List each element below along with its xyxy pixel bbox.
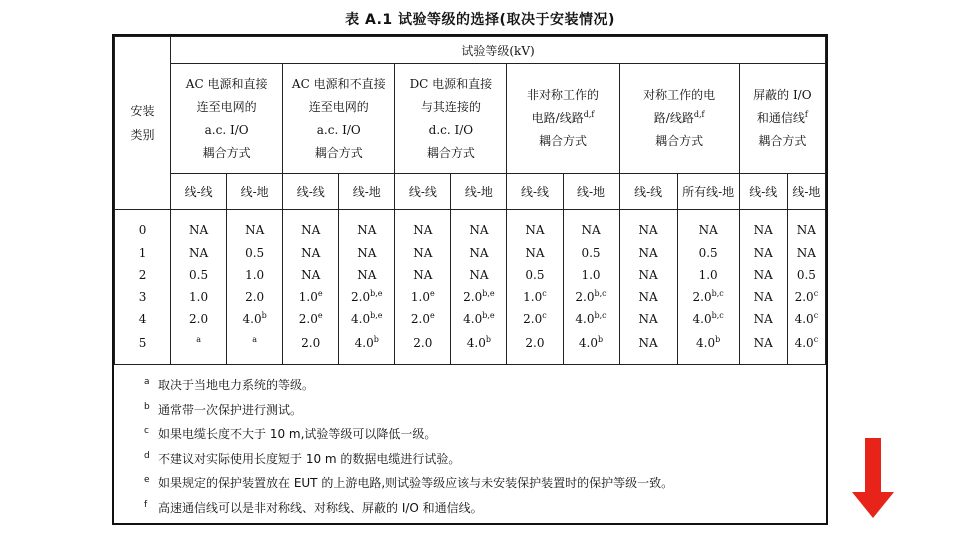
test-level-value: 4.0 [696, 336, 716, 350]
test-level-value: NA [796, 246, 816, 260]
coupling-subheader: 线-线 [395, 174, 451, 210]
test-level-cell [451, 264, 507, 286]
test-level-cell [619, 264, 677, 286]
footnote-ref: b [261, 311, 267, 320]
test-level-value: NA [796, 223, 816, 237]
test-level-value: NA [245, 223, 265, 237]
footnote-ref: b [373, 335, 379, 344]
coupling-group-line: 耦合方式 [314, 145, 363, 160]
coupling-group-line: 耦合方式 [426, 145, 475, 160]
test-level-value: 2.0 [575, 290, 595, 304]
test-level-value: 2.0 [463, 290, 483, 304]
test-level-value: 4.0 [463, 312, 483, 326]
coupling-group-line: AC 电源和不直接 [291, 76, 386, 91]
test-level-cell [507, 308, 563, 330]
test-level-value: 0.5 [189, 268, 209, 282]
test-level-cell [171, 210, 227, 243]
footnote-text: 高速通信线可以是非对称线、对称线、屏蔽的 I/O 和通信线。 [158, 500, 483, 515]
footnote-item [144, 447, 826, 472]
footnote-ref: a [196, 335, 201, 344]
test-level-value: NA [753, 246, 773, 260]
test-level-value: NA [189, 223, 209, 237]
footnote-text: 不建议对实际使用长度短于 10 m 的数据电缆进行试验。 [158, 451, 461, 466]
test-level-cell [227, 330, 283, 365]
install-class-cell: 5 [115, 330, 171, 365]
test-level-cell [563, 210, 619, 243]
coupling-group-header [619, 64, 739, 174]
footnote-ref: c [813, 289, 819, 298]
down-arrow-icon [852, 438, 894, 518]
test-level-cell [787, 308, 825, 330]
test-level-value: 0.5 [525, 268, 545, 282]
footnote-ref: a [252, 335, 258, 344]
coupling-group-line: 连至电网的 [196, 99, 257, 114]
test-level-value: 1.0 [298, 290, 318, 304]
coupling-subheader: 线-地 [451, 174, 507, 210]
test-level-value: 4.0 [692, 312, 712, 326]
test-level-cell [677, 330, 739, 365]
test-level-value: NA [301, 268, 321, 282]
test-level-cell [451, 330, 507, 365]
test-level-value: NA [469, 246, 489, 260]
footnote-item [144, 496, 826, 521]
footnote-ref: e [317, 289, 323, 298]
coupling-group-line: 电路/线路$^{d,f}$ [531, 110, 595, 125]
test-level-cell [677, 286, 739, 308]
test-level-value: NA [357, 268, 377, 282]
test-level-value: NA [469, 268, 489, 282]
footnote-text: 如果规定的保护装置放在 EUT 的上游电路,则试验等级应该与未安装保护装置时的保护等级一致。 [158, 476, 674, 490]
test-level-cell [339, 286, 395, 308]
table-row [115, 330, 826, 365]
test-level-grid [114, 36, 826, 365]
install-class-cell: 4 [115, 308, 171, 330]
footnote-text: 如果电缆长度不大于 10 m,试验等级可以降低一级。 [158, 427, 437, 441]
test-level-cell [339, 242, 395, 264]
test-level-cell [451, 286, 507, 308]
footnote-ref: f [804, 110, 808, 119]
footnote-ref: d,f [693, 110, 705, 119]
table-row [115, 210, 826, 243]
test-level-cell [619, 286, 677, 308]
test-level-value: NA [301, 223, 321, 237]
test-level-value: 2.0 [525, 336, 545, 350]
test-level-value: 2.0 [794, 290, 814, 304]
test-level-cell [739, 264, 787, 286]
footnote-item [144, 422, 826, 447]
coupling-group-line: 耦合方式 [655, 134, 704, 148]
footnote-item [144, 471, 826, 496]
test-level-value: 4.0 [466, 336, 486, 350]
coupling-group-line: 耦合方式 [202, 145, 251, 160]
test-level-value: 2.0 [301, 336, 321, 350]
coupling-group-line: 耦合方式 [538, 134, 587, 148]
test-level-cell [283, 308, 339, 330]
test-level-value: 4.0 [794, 336, 814, 350]
test-level-value: 2.0 [692, 290, 712, 304]
coupling-group-header [507, 64, 619, 174]
install-class-cell: 2 [115, 264, 171, 286]
test-level-value: 2.0 [413, 336, 433, 350]
test-level-value: NA [301, 246, 321, 260]
footnote-ref: e [430, 311, 435, 320]
test-level-value: 4.0 [578, 336, 599, 350]
test-level-value: NA [189, 246, 209, 260]
coupling-group-line: 路/线路$^{d,f}$ [653, 110, 705, 125]
test-level-cell [227, 264, 283, 286]
test-level-cell [395, 264, 451, 286]
table-row [115, 242, 826, 264]
coupling-group-line: 对称工作的电 [643, 88, 716, 102]
install-class-cell: 3 [115, 286, 171, 308]
coupling-subheader: 线-线 [739, 174, 787, 210]
footnote-ref: c [813, 335, 819, 344]
coupling-group-line: d.c. I/O [428, 122, 474, 137]
footnote-text: 取决于当地电力系统的等级。 [158, 378, 315, 392]
test-level-cell [227, 242, 283, 264]
test-level-cell [283, 330, 339, 365]
footnote-ref: b,c [594, 311, 607, 320]
footnote-mark: e [144, 475, 150, 485]
coupling-group-header [283, 64, 395, 174]
footnote-mark: f [144, 499, 148, 510]
test-level-cell [739, 242, 787, 264]
test-level-value: NA [638, 312, 658, 326]
coupling-subheader: 线-地 [227, 174, 283, 210]
test-level-value: 4.0 [242, 312, 262, 326]
test-level-value: NA [638, 246, 658, 260]
coupling-group-header [739, 64, 825, 174]
test-level-cell [563, 264, 619, 286]
test-level-cell [677, 210, 739, 243]
test-level-value: NA [753, 312, 773, 326]
footnote-ref: d,f [583, 110, 595, 119]
test-level-value: NA [638, 268, 658, 282]
coupling-subheader: 线-线 [283, 174, 339, 210]
test-level-cell [507, 210, 563, 243]
coupling-group-header [395, 64, 507, 174]
test-level-value: 0.5 [581, 246, 601, 260]
test-level-cell [787, 210, 825, 243]
coupling-subheader: 线-线 [171, 174, 227, 210]
test-level-cell [395, 210, 451, 243]
test-level-value: 2.0 [245, 290, 265, 304]
test-level-value: 1.0 [189, 290, 209, 304]
test-level-cell [563, 308, 619, 330]
test-level-cell [787, 242, 825, 264]
test-level-cell [739, 210, 787, 243]
test-level-cell [339, 264, 395, 286]
test-level-cell [171, 242, 227, 264]
coupling-group-line: 耦合方式 [758, 134, 807, 148]
footnote-item [144, 398, 826, 423]
footnote-ref: b,e [482, 311, 495, 320]
test-level-cell [787, 264, 825, 286]
coupling-group-line: 和通信线$^f$ [756, 110, 808, 125]
test-level-cell [171, 264, 227, 286]
install-class-cell: 0 [115, 210, 171, 243]
install-class-label-line: 类别 [130, 128, 155, 142]
footnote-ref: b [598, 335, 604, 344]
test-level-cell [227, 210, 283, 243]
test-level-value: NA [753, 336, 773, 350]
test-level-value: 1.0 [581, 268, 601, 282]
test-level-cell [283, 286, 339, 308]
test-level-value: 4.0 [351, 312, 371, 326]
footnote-ref: c [542, 311, 547, 320]
test-level-cell [619, 330, 677, 365]
table-row [115, 308, 826, 330]
test-level-value: 4.0 [794, 312, 814, 326]
coupling-group-line: AC 电源和直接 [185, 76, 268, 91]
test-level-cell [451, 210, 507, 243]
test-level-value: 4.0 [575, 312, 595, 326]
footnote-ref: b [715, 335, 721, 344]
footnotes [114, 365, 826, 520]
test-level-cell [395, 242, 451, 264]
coupling-subheader: 线-线 [507, 174, 563, 210]
footnote-mark: b [144, 401, 150, 412]
test-level-table [112, 34, 828, 525]
test-level-value: 1.0 [410, 290, 431, 304]
install-class-cell: 1 [115, 242, 171, 264]
test-level-value: 4.0 [354, 336, 374, 350]
test-level-cell [787, 286, 825, 308]
table-row [115, 286, 826, 308]
coupling-subheader: 线-线 [619, 174, 677, 210]
test-level-cell [507, 264, 563, 286]
coupling-subheader: 线-地 [339, 174, 395, 210]
test-level-cell [677, 264, 739, 286]
test-level-value: NA [753, 290, 773, 304]
test-level-cell [395, 308, 451, 330]
test-level-cell [171, 308, 227, 330]
coupling-group-line: 非对称工作的 [526, 88, 599, 102]
test-level-cell [451, 242, 507, 264]
test-level-value: NA [357, 223, 377, 237]
test-level-value: 1.0 [245, 268, 265, 282]
test-level-value: NA [638, 290, 658, 304]
test-level-cell [619, 210, 677, 243]
coupling-group-line: 与其连接的 [420, 99, 481, 114]
test-level-cell [171, 286, 227, 308]
test-level-value: 1.0 [698, 268, 718, 282]
table-row [115, 264, 826, 286]
footnote-text: 通常带一次保护进行测试。 [158, 402, 303, 417]
test-level-cell [787, 330, 825, 365]
test-level-value: NA [698, 223, 718, 237]
test-level-cell [339, 330, 395, 365]
test-level-cell [507, 330, 563, 365]
coupling-subheader: 所有线-地 [677, 174, 739, 210]
test-level-value: NA [525, 223, 545, 237]
test-level-cell [171, 330, 227, 365]
test-level-value: NA [581, 223, 601, 237]
test-level-cell [339, 210, 395, 243]
footnote-ref: b,c [711, 311, 724, 320]
test-level-value: NA [469, 223, 489, 237]
coupling-group-line: 连至电网的 [308, 99, 369, 114]
footnote-ref: c [542, 289, 547, 298]
test-level-header: 试验等级(kV) [171, 37, 826, 64]
test-level-cell [619, 308, 677, 330]
test-level-value: NA [638, 223, 658, 237]
footnote-ref: b,e [370, 289, 383, 298]
test-level-cell [739, 330, 787, 365]
test-level-value: 0.5 [698, 246, 718, 260]
footnote-ref: c [813, 311, 819, 320]
test-level-cell [395, 330, 451, 365]
test-level-value: NA [753, 223, 773, 237]
test-level-value: 2.0 [523, 312, 543, 326]
test-level-cell [283, 210, 339, 243]
footnote-ref: b [485, 335, 492, 344]
footnote-mark: a [144, 377, 150, 387]
test-level-value: 2.0 [298, 312, 318, 326]
test-level-value: NA [357, 246, 377, 260]
test-level-cell [451, 308, 507, 330]
test-level-cell [283, 242, 339, 264]
coupling-group-line: a.c. I/O [204, 122, 249, 137]
test-level-cell [619, 242, 677, 264]
footnote-ref: b,c [711, 289, 724, 298]
test-level-value: NA [413, 246, 433, 260]
coupling-group-header [171, 64, 283, 174]
test-level-cell [395, 286, 451, 308]
coupling-group-line: DC 电源和直接 [409, 76, 493, 91]
footnote-mark: d [144, 450, 150, 461]
footnote-mark: c [144, 426, 149, 436]
test-level-value: 2.0 [410, 312, 431, 326]
coupling-subheader: 线-地 [787, 174, 825, 210]
test-level-cell [283, 264, 339, 286]
install-class-header [115, 37, 171, 210]
coupling-group-line: 屏蔽的 I/O [753, 88, 812, 102]
test-level-value: 0.5 [796, 268, 816, 282]
test-level-value: NA [525, 246, 545, 260]
footnote-ref: b,e [370, 311, 383, 320]
test-level-cell [677, 242, 739, 264]
test-level-value: 2.0 [189, 312, 209, 326]
footnote-ref: e [430, 289, 435, 298]
test-level-value: 0.5 [245, 246, 265, 260]
test-level-value: 1.0 [523, 290, 543, 304]
test-level-cell [507, 286, 563, 308]
test-level-value: NA [413, 223, 433, 237]
test-level-cell [227, 308, 283, 330]
test-level-cell [507, 242, 563, 264]
test-level-value: NA [413, 268, 433, 282]
footnote-item [144, 373, 826, 398]
test-level-value: NA [638, 336, 658, 350]
test-level-cell [677, 308, 739, 330]
coupling-subheader: 线-地 [563, 174, 619, 210]
install-class-label-line: 安装 [130, 104, 155, 118]
test-level-cell [563, 286, 619, 308]
test-level-cell [563, 330, 619, 365]
test-level-cell [339, 308, 395, 330]
coupling-group-line: a.c. I/O [316, 122, 361, 137]
test-level-cell [563, 242, 619, 264]
footnote-ref: b,e [482, 289, 495, 298]
table-caption: 表 A.1 试验等级的选择(取决于安装情况) [345, 12, 615, 28]
footnote-ref: b,c [594, 289, 607, 298]
test-level-cell [739, 286, 787, 308]
footnote-ref: e [317, 311, 323, 320]
test-level-cell [227, 286, 283, 308]
test-level-value: NA [753, 268, 773, 282]
test-level-value: 2.0 [351, 290, 371, 304]
test-level-cell [739, 308, 787, 330]
